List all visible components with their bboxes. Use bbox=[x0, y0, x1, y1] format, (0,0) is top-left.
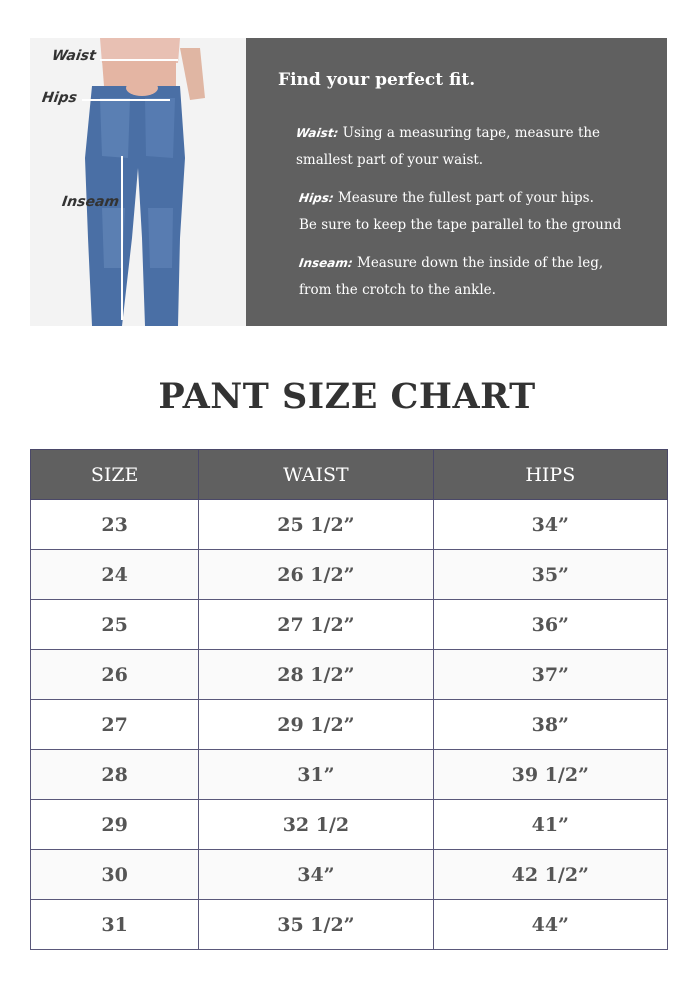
hips-cell: 42 1/2” bbox=[433, 850, 667, 900]
size-cell: 28 bbox=[31, 750, 199, 800]
table-header-row bbox=[31, 450, 668, 500]
inseam-text-1: Measure down the inside of the leg, bbox=[352, 255, 604, 271]
inseam-instruction bbox=[299, 250, 659, 304]
size-chart-table bbox=[30, 449, 668, 950]
waist-text-1: Using a measuring tape, measure the bbox=[338, 125, 601, 141]
fit-instructions-panel bbox=[246, 38, 667, 326]
size-cell: 27 bbox=[31, 700, 199, 750]
size-cell: 25 bbox=[31, 600, 199, 650]
table-row bbox=[31, 500, 668, 550]
size-cell: 26 bbox=[31, 650, 199, 700]
waist-instruction bbox=[296, 120, 656, 174]
fit-guide bbox=[30, 38, 667, 326]
hips-cell: 34” bbox=[433, 500, 667, 550]
waist-cell: 25 1/2” bbox=[199, 500, 433, 550]
hips-text-2: Be sure to keep the tape parallel to the ground bbox=[299, 217, 622, 233]
hips-cell: 44” bbox=[433, 900, 667, 950]
size-cell: 29 bbox=[31, 800, 199, 850]
table-row bbox=[31, 850, 668, 900]
table-row bbox=[31, 750, 668, 800]
waist-cell: 32 1/2 bbox=[199, 800, 433, 850]
waist-label: Waist bbox=[50, 48, 97, 64]
table-row bbox=[31, 700, 668, 750]
table-row bbox=[31, 800, 668, 850]
inseam-text-2: from the crotch to the ankle. bbox=[299, 282, 496, 298]
waist-term: Waist: bbox=[295, 126, 340, 140]
header-waist: WAIST bbox=[199, 450, 433, 500]
hips-label: Hips bbox=[40, 90, 78, 106]
size-cell: 24 bbox=[31, 550, 199, 600]
header-size: SIZE bbox=[31, 450, 199, 500]
table-row bbox=[31, 550, 668, 600]
jeans-illustration bbox=[30, 38, 246, 326]
hips-cell: 38” bbox=[433, 700, 667, 750]
waist-cell: 29 1/2” bbox=[199, 700, 433, 750]
waist-text-2: smallest part of your waist. bbox=[296, 152, 484, 168]
waist-cell: 34” bbox=[199, 850, 433, 900]
hips-cell: 41” bbox=[433, 800, 667, 850]
waist-cell: 31” bbox=[199, 750, 433, 800]
fit-title: Find your perfect fit. bbox=[278, 70, 476, 90]
header-hips: HIPS bbox=[433, 450, 667, 500]
hips-instruction bbox=[299, 185, 659, 239]
size-chart-title: PANT SIZE CHART bbox=[158, 376, 536, 417]
model-photo bbox=[30, 38, 246, 326]
hips-text-1: Measure the fullest part of your hips. bbox=[333, 190, 594, 206]
table-row bbox=[31, 600, 668, 650]
hips-cell: 35” bbox=[433, 550, 667, 600]
hips-cell: 39 1/2” bbox=[433, 750, 667, 800]
size-cell: 31 bbox=[31, 900, 199, 950]
waist-cell: 35 1/2” bbox=[199, 900, 433, 950]
size-cell: 23 bbox=[31, 500, 199, 550]
hips-cell: 37” bbox=[433, 650, 667, 700]
inseam-label: Inseam bbox=[60, 194, 121, 210]
table-row bbox=[31, 900, 668, 950]
waist-cell: 27 1/2” bbox=[199, 600, 433, 650]
table-row bbox=[31, 650, 668, 700]
hips-term: Hips: bbox=[298, 191, 335, 205]
inseam-term: Inseam: bbox=[298, 256, 354, 270]
size-cell: 30 bbox=[31, 850, 199, 900]
hips-cell: 36” bbox=[433, 600, 667, 650]
waist-cell: 28 1/2” bbox=[199, 650, 433, 700]
waist-cell: 26 1/2” bbox=[199, 550, 433, 600]
